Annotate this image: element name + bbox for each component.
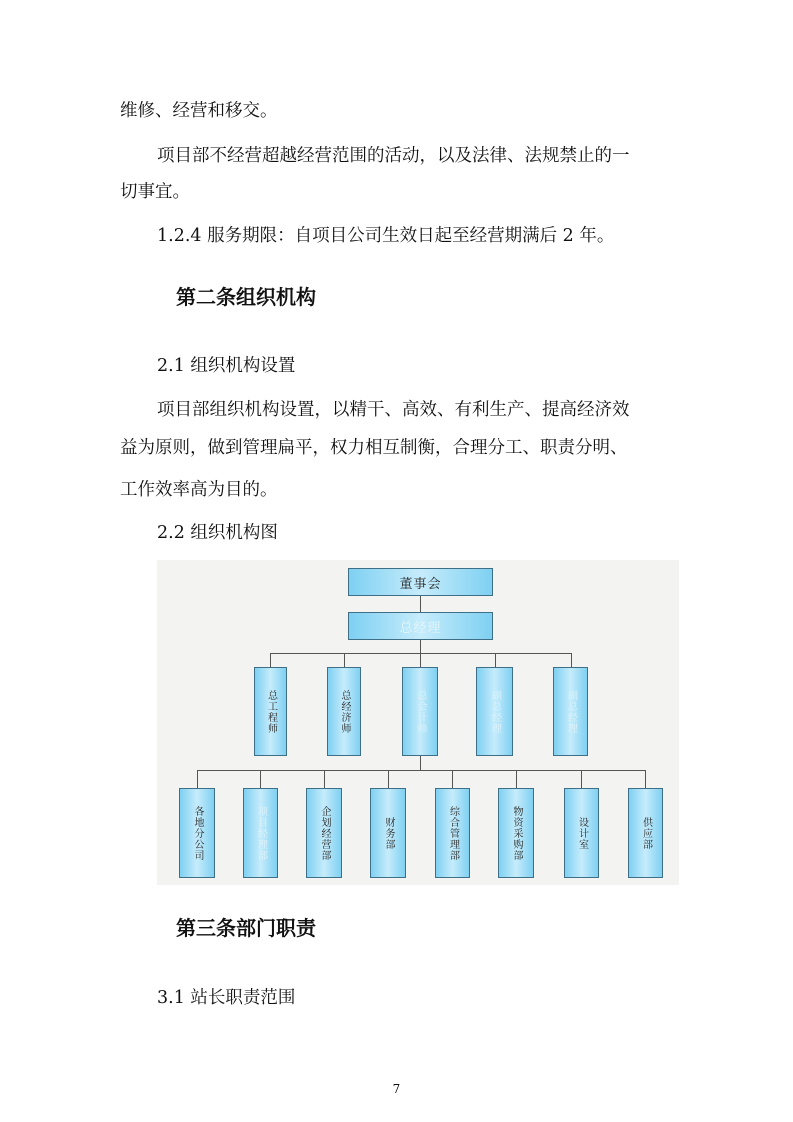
connector-line (324, 770, 325, 788)
org-box-manager (553, 667, 588, 756)
connector-line (420, 640, 421, 653)
subsection-title: 3.1 站长职责范围 (157, 988, 296, 1008)
org-box-label: 副总经理 (565, 689, 577, 734)
org-box-label: 财务部 (383, 816, 394, 850)
connector-line (571, 653, 572, 667)
org-box-general-manager: 总经理 (348, 612, 493, 640)
connector-line (420, 596, 421, 612)
org-box-label: 各地分公司 (192, 805, 203, 861)
connector-line (197, 770, 198, 788)
org-box-board: 董事会 (348, 568, 493, 596)
org-box-label: 综合管理部 (447, 805, 459, 861)
org-box-label: 物资采购部 (511, 805, 522, 861)
section-heading: 第三条部门职责 (176, 916, 316, 940)
paragraph-line: 工作效率高为目的。 (120, 480, 278, 500)
org-box-department (370, 788, 406, 878)
connector-line (344, 653, 345, 667)
paragraph-line: 项目部不经营超越经营范围的活动，以及法律、法规禁止的一 (157, 146, 630, 166)
org-box-department (435, 788, 470, 878)
org-box-label: 总工程师 (265, 689, 277, 734)
connector-line (270, 653, 271, 667)
connector-line (420, 653, 421, 667)
org-box-label: 总会计师 (415, 689, 426, 734)
paragraph-line: 项目部组织机构设置，以精干、高效、有利生产、提高经济效 (157, 400, 630, 420)
org-chart (157, 560, 679, 885)
org-box-manager (476, 667, 513, 756)
connector-line (645, 770, 646, 788)
connector-line (516, 770, 517, 788)
org-box-department (628, 788, 663, 878)
org-box-label: 供应部 (640, 816, 652, 850)
org-box-department (564, 788, 599, 878)
org-box-label: 企划经营部 (319, 805, 330, 861)
paragraph-line: 切事宜。 (120, 182, 190, 202)
org-box-department (243, 788, 278, 878)
section-heading: 第二条组织机构 (176, 285, 316, 309)
connector-line (260, 770, 261, 788)
org-box-department (306, 788, 342, 878)
org-box-manager (327, 667, 361, 756)
org-box-label: 项目经理部 (255, 805, 267, 861)
paragraph-line: 维修、经营和移交。 (120, 101, 278, 121)
subsection-title: 2.2 组织机构图 (157, 523, 278, 543)
paragraph-line: 益为原则，做到管理扁平，权力相互制衡，合理分工、职责分明、 (120, 438, 628, 458)
page-number: 7 (392, 1082, 401, 1096)
connector-line (452, 770, 453, 788)
org-box-label: 设计室 (576, 816, 588, 850)
connector-line (495, 653, 496, 667)
org-box-label: 总经济师 (339, 689, 350, 734)
org-box-manager (254, 667, 287, 756)
connector-line (420, 756, 421, 770)
connector-line (581, 770, 582, 788)
org-box-label: 副总经理 (489, 689, 501, 734)
connector-line (388, 770, 389, 788)
org-box-department (498, 788, 534, 878)
connector-line (197, 770, 645, 771)
subsection-title: 2.1 组织机构设置 (157, 356, 296, 376)
org-box-department (179, 788, 215, 878)
org-box-manager (402, 667, 438, 756)
paragraph-line: 1.2.4 服务期限：自项目公司生效日起至经营期满后 2 年。 (157, 226, 615, 246)
